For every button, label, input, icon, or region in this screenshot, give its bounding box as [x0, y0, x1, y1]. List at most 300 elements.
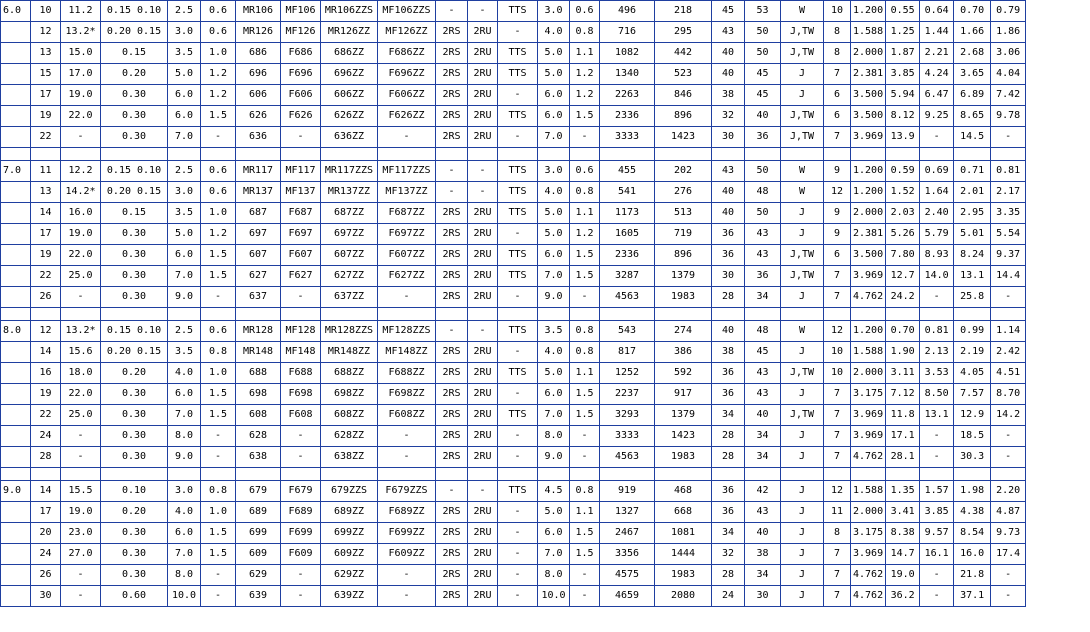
spacer-cell	[570, 148, 600, 161]
spacer-cell	[201, 468, 236, 481]
table-cell: 7	[824, 127, 851, 148]
table-cell: -	[468, 161, 498, 182]
table-cell: 7	[824, 586, 851, 607]
table-row	[1, 266, 1026, 287]
table-cell: F626ZZ	[378, 106, 436, 127]
table-cell: 14.0	[920, 266, 954, 287]
table-cell: 0.30	[101, 565, 168, 586]
table-cell: 1.5	[201, 245, 236, 266]
table-cell: 7	[824, 405, 851, 426]
spacer-cell	[468, 148, 498, 161]
table-cell: 17.0	[61, 64, 101, 85]
table-cell: 1082	[600, 43, 655, 64]
table-cell: 6.0	[538, 106, 570, 127]
table-cell: -	[436, 321, 468, 342]
table-cell: 15	[31, 64, 61, 85]
table-cell: MF106	[281, 1, 321, 22]
table-cell: 687ZZ	[321, 203, 378, 224]
table-cell: 2RS	[436, 287, 468, 308]
table-cell: 1.5	[201, 544, 236, 565]
table-cell: -	[468, 321, 498, 342]
spacer-cell	[781, 468, 824, 481]
table-cell: 7.0	[538, 127, 570, 148]
table-cell: 2.5	[168, 1, 201, 22]
table-cell: 8.38	[886, 523, 920, 544]
table-cell: 2RS	[436, 426, 468, 447]
table-cell: 9.25	[920, 106, 954, 127]
table-cell: F606ZZ	[378, 85, 436, 106]
table-cell: -	[920, 426, 954, 447]
table-cell: 817	[600, 342, 655, 363]
table-cell	[1, 565, 31, 586]
table-cell: 50	[745, 43, 781, 64]
table-cell: MF126ZZ	[378, 22, 436, 43]
table-cell: 4659	[600, 586, 655, 607]
table-row	[1, 22, 1026, 43]
table-cell: 2RS	[436, 245, 468, 266]
table-cell: 19.0	[886, 565, 920, 586]
table-cell	[1, 586, 31, 607]
table-cell: -	[378, 447, 436, 468]
spacer-cell	[991, 308, 1026, 321]
spacer-cell	[920, 468, 954, 481]
table-cell: 0.30	[101, 106, 168, 127]
table-cell: -	[498, 523, 538, 544]
table-cell: 9.0	[168, 287, 201, 308]
table-cell: 38	[745, 544, 781, 565]
table-cell: 14.5	[954, 127, 991, 148]
table-cell: 24	[712, 586, 745, 607]
table-cell: MR126	[236, 22, 281, 43]
table-cell: 6.0	[538, 384, 570, 405]
table-cell: 2RU	[468, 245, 498, 266]
table-cell: 1.0	[201, 502, 236, 523]
table-cell: MR126ZZ	[321, 22, 378, 43]
table-cell	[1, 182, 31, 203]
table-cell: 3.175	[851, 523, 886, 544]
table-cell: 2RU	[468, 586, 498, 607]
table-cell: 17.1	[886, 426, 920, 447]
table-cell: -	[920, 586, 954, 607]
table-cell: 543	[600, 321, 655, 342]
table-cell: 45	[745, 342, 781, 363]
table-cell: 0.20	[101, 363, 168, 384]
table-cell: 40	[712, 64, 745, 85]
table-cell: 43	[712, 161, 745, 182]
table-row	[1, 565, 1026, 586]
table-cell: 0.81	[991, 161, 1026, 182]
table-cell: 3.969	[851, 405, 886, 426]
table-cell: 7	[824, 384, 851, 405]
table-cell: 1.5	[201, 405, 236, 426]
table-cell: 496	[600, 1, 655, 22]
table-cell: 3.500	[851, 106, 886, 127]
table-cell: 4.87	[991, 502, 1026, 523]
table-cell: 43	[745, 363, 781, 384]
table-cell: 3.5	[168, 203, 201, 224]
spacer-cell	[824, 308, 851, 321]
spacer-cell	[321, 468, 378, 481]
spacer-cell	[101, 308, 168, 321]
table-cell: F609	[281, 544, 321, 565]
spacer-cell	[1, 308, 31, 321]
table-cell: 608ZZ	[321, 405, 378, 426]
table-cell: 276	[655, 182, 712, 203]
table-cell: 4563	[600, 447, 655, 468]
table-cell: 19	[31, 106, 61, 127]
table-cell: 3.85	[886, 64, 920, 85]
table-cell: 3293	[600, 405, 655, 426]
table-cell: 5.0	[538, 64, 570, 85]
table-cell: 628ZZ	[321, 426, 378, 447]
table-cell: 3.5	[168, 43, 201, 64]
table-cell: -	[378, 565, 436, 586]
table-cell: 12	[824, 321, 851, 342]
table-cell: 3.41	[886, 502, 920, 523]
table-cell: -	[991, 287, 1026, 308]
table-cell: 698ZZ	[321, 384, 378, 405]
spacer-cell	[61, 308, 101, 321]
table-cell: 696	[236, 64, 281, 85]
table-cell: -	[201, 447, 236, 468]
table-cell: J,TW	[781, 127, 824, 148]
table-cell: 896	[655, 106, 712, 127]
table-cell: 28	[712, 565, 745, 586]
group-spacer-row	[1, 468, 1026, 481]
table-cell: 10	[31, 1, 61, 22]
spacer-cell	[61, 148, 101, 161]
table-cell: J	[781, 85, 824, 106]
spacer-cell	[1, 148, 31, 161]
table-cell: 13.1	[920, 405, 954, 426]
table-cell: 8.65	[954, 106, 991, 127]
table-cell: 36	[712, 363, 745, 384]
table-cell: F698	[281, 384, 321, 405]
table-cell: 1.25	[886, 22, 920, 43]
table-cell: 629	[236, 565, 281, 586]
table-cell: MR106ZZS	[321, 1, 378, 22]
table-cell: 0.8	[570, 342, 600, 363]
table-cell: 11	[31, 161, 61, 182]
table-cell: -	[991, 127, 1026, 148]
table-cell: 2.381	[851, 224, 886, 245]
table-cell	[1, 502, 31, 523]
table-cell: 1.1	[570, 363, 600, 384]
table-cell: 0.70	[886, 321, 920, 342]
table-cell: -	[281, 447, 321, 468]
table-cell: 0.20 0.15	[101, 22, 168, 43]
table-cell: F699ZZ	[378, 523, 436, 544]
table-cell: 0.10	[101, 481, 168, 502]
spacer-cell	[436, 468, 468, 481]
table-cell: 2RU	[468, 342, 498, 363]
table-cell: 36.2	[886, 586, 920, 607]
table-cell: 43	[745, 502, 781, 523]
table-cell: 638	[236, 447, 281, 468]
table-cell: 19	[31, 245, 61, 266]
table-cell: F696	[281, 64, 321, 85]
table-cell: 9.0	[538, 447, 570, 468]
table-cell: 0.30	[101, 266, 168, 287]
table-cell: 45	[745, 64, 781, 85]
table-cell: F687	[281, 203, 321, 224]
table-cell: 24	[31, 426, 61, 447]
table-cell: 43	[712, 22, 745, 43]
table-cell: 1423	[655, 127, 712, 148]
table-cell: 12.2	[61, 161, 101, 182]
table-cell: 5.0	[538, 363, 570, 384]
table-cell: 2.03	[886, 203, 920, 224]
table-cell: 295	[655, 22, 712, 43]
table-cell	[1, 245, 31, 266]
table-row	[1, 384, 1026, 405]
spacer-cell	[920, 308, 954, 321]
spacer-cell	[321, 148, 378, 161]
table-cell: 1340	[600, 64, 655, 85]
table-cell: 2336	[600, 106, 655, 127]
table-cell: 9.0	[168, 447, 201, 468]
table-cell: TTS	[498, 1, 538, 22]
spacer-cell	[851, 468, 886, 481]
table-cell: 0.30	[101, 245, 168, 266]
spacer-cell	[468, 308, 498, 321]
table-cell: 0.79	[991, 1, 1026, 22]
table-cell: 8	[824, 523, 851, 544]
table-cell: 1.200	[851, 1, 886, 22]
table-cell: 28	[712, 447, 745, 468]
table-cell: 4.0	[168, 363, 201, 384]
table-cell: 716	[600, 22, 655, 43]
table-cell: 2.95	[954, 203, 991, 224]
spacer-cell	[712, 308, 745, 321]
table-cell: 12.9	[954, 405, 991, 426]
table-cell: -	[570, 287, 600, 308]
spacer-cell	[655, 148, 712, 161]
table-cell: 629ZZ	[321, 565, 378, 586]
table-cell: 43	[745, 224, 781, 245]
table-cell: 7.0	[538, 266, 570, 287]
table-cell: 40	[712, 182, 745, 203]
spacer-cell	[236, 468, 281, 481]
table-cell: 5.79	[920, 224, 954, 245]
table-cell: 43	[745, 384, 781, 405]
table-cell: 679ZZS	[321, 481, 378, 502]
table-cell: 2.000	[851, 502, 886, 523]
spacer-cell	[498, 308, 538, 321]
table-cell: 13	[31, 43, 61, 64]
table-cell: -	[570, 565, 600, 586]
table-cell: 0.30	[101, 544, 168, 565]
table-cell: 6	[824, 85, 851, 106]
table-cell: 22.0	[61, 245, 101, 266]
table-cell: F699	[281, 523, 321, 544]
table-cell: 608	[236, 405, 281, 426]
table-cell: 9.0	[538, 287, 570, 308]
table-cell: -	[498, 586, 538, 607]
table-cell: 1.5	[201, 266, 236, 287]
spacer-cell	[824, 148, 851, 161]
table-row	[1, 85, 1026, 106]
table-cell: 0.30	[101, 384, 168, 405]
table-cell: 45	[745, 85, 781, 106]
table-cell: 28	[712, 287, 745, 308]
table-cell: 12	[31, 321, 61, 342]
table-cell: W	[781, 1, 824, 22]
table-cell: 24	[31, 544, 61, 565]
table-row	[1, 426, 1026, 447]
table-cell: 2RU	[468, 43, 498, 64]
table-cell: 2RS	[436, 544, 468, 565]
table-cell: -	[498, 127, 538, 148]
table-cell: W	[781, 182, 824, 203]
table-cell: MF148	[281, 342, 321, 363]
table-cell: 13.2*	[61, 321, 101, 342]
table-cell: 4.5	[538, 481, 570, 502]
table-row	[1, 1, 1026, 22]
table-cell: MR148ZZ	[321, 342, 378, 363]
table-cell: 1.0	[201, 203, 236, 224]
spacer-cell	[236, 148, 281, 161]
table-cell: 0.71	[954, 161, 991, 182]
table-cell: 9.73	[991, 523, 1026, 544]
table-cell: 218	[655, 1, 712, 22]
table-cell: 2080	[655, 586, 712, 607]
table-cell: 3.500	[851, 245, 886, 266]
table-cell: 607	[236, 245, 281, 266]
table-cell: 10	[824, 342, 851, 363]
table-cell: 2RS	[436, 266, 468, 287]
spacer-cell	[886, 308, 920, 321]
table-row	[1, 287, 1026, 308]
table-cell: 2.381	[851, 64, 886, 85]
table-cell: -	[201, 565, 236, 586]
table-cell: 26	[31, 287, 61, 308]
table-cell: 6.0	[168, 523, 201, 544]
table-cell: MF117	[281, 161, 321, 182]
table-cell: -	[920, 287, 954, 308]
table-cell: TTS	[498, 43, 538, 64]
table-cell: 679	[236, 481, 281, 502]
table-cell: 2RU	[468, 127, 498, 148]
table-row	[1, 342, 1026, 363]
table-cell: 36	[712, 224, 745, 245]
table-cell: 13	[31, 182, 61, 203]
table-cell: 468	[655, 481, 712, 502]
table-cell: 2.5	[168, 161, 201, 182]
table-cell: -	[498, 85, 538, 106]
table-cell: 1605	[600, 224, 655, 245]
table-cell: F607	[281, 245, 321, 266]
table-cell: 11.8	[886, 405, 920, 426]
table-cell: 2.5	[168, 321, 201, 342]
table-row	[1, 405, 1026, 426]
table-cell: 5.0	[538, 43, 570, 64]
table-cell: 19.0	[61, 502, 101, 523]
table-cell: J	[781, 426, 824, 447]
table-cell: -	[201, 127, 236, 148]
table-cell: 609	[236, 544, 281, 565]
table-cell: -	[61, 447, 101, 468]
table-cell: 1.14	[991, 321, 1026, 342]
table-cell: 0.6	[570, 161, 600, 182]
spacer-cell	[436, 308, 468, 321]
table-cell: 2RU	[468, 363, 498, 384]
table-cell: 698	[236, 384, 281, 405]
table-cell: 627ZZ	[321, 266, 378, 287]
table-row	[1, 161, 1026, 182]
table-cell: 40	[712, 203, 745, 224]
table-cell: 2RU	[468, 203, 498, 224]
table-cell: 3.0	[168, 182, 201, 203]
table-cell: -	[61, 287, 101, 308]
table-row	[1, 447, 1026, 468]
table-cell: 42	[745, 481, 781, 502]
table-cell: -	[498, 22, 538, 43]
table-cell: 606ZZ	[321, 85, 378, 106]
table-cell: F608ZZ	[378, 405, 436, 426]
table-cell: 3.5	[538, 321, 570, 342]
table-cell: 34	[745, 447, 781, 468]
table-cell: 7	[824, 447, 851, 468]
table-cell: 2RS	[436, 85, 468, 106]
group-spacer-row	[1, 148, 1026, 161]
table-cell: 0.30	[101, 85, 168, 106]
table-cell: -	[991, 447, 1026, 468]
table-cell: 5.54	[991, 224, 1026, 245]
table-cell: 8.12	[886, 106, 920, 127]
table-cell: 14	[31, 481, 61, 502]
table-cell: F697	[281, 224, 321, 245]
table-cell: 9.57	[920, 523, 954, 544]
table-cell: 10.0	[168, 586, 201, 607]
table-cell: 8.0	[1, 321, 31, 342]
table-cell: -	[378, 287, 436, 308]
table-cell: 11.2	[61, 1, 101, 22]
table-row	[1, 182, 1026, 203]
table-cell	[1, 363, 31, 384]
table-cell	[1, 266, 31, 287]
spacer-cell	[655, 308, 712, 321]
table-cell: 14.4	[991, 266, 1026, 287]
table-cell: 1.200	[851, 161, 886, 182]
table-cell: J	[781, 502, 824, 523]
table-cell: J	[781, 384, 824, 405]
table-cell: -	[61, 586, 101, 607]
table-cell: TTS	[498, 266, 538, 287]
table-cell: 26	[31, 565, 61, 586]
table-cell: 13.2*	[61, 22, 101, 43]
table-cell: 0.6	[201, 1, 236, 22]
table-cell: 1327	[600, 502, 655, 523]
spacer-cell	[886, 148, 920, 161]
table-cell: 3287	[600, 266, 655, 287]
table-cell	[1, 544, 31, 565]
table-row	[1, 544, 1026, 565]
table-cell: 0.6	[201, 22, 236, 43]
table-row	[1, 481, 1026, 502]
table-cell: 455	[600, 161, 655, 182]
table-cell: 2237	[600, 384, 655, 405]
table-cell: -	[498, 447, 538, 468]
table-cell: F679	[281, 481, 321, 502]
spacer-cell	[101, 148, 168, 161]
table-cell: 36	[712, 245, 745, 266]
table-cell: 34	[745, 287, 781, 308]
table-cell: F698ZZ	[378, 384, 436, 405]
table-cell: 3.0	[538, 1, 570, 22]
table-cell: 1.66	[954, 22, 991, 43]
table-cell: 639ZZ	[321, 586, 378, 607]
